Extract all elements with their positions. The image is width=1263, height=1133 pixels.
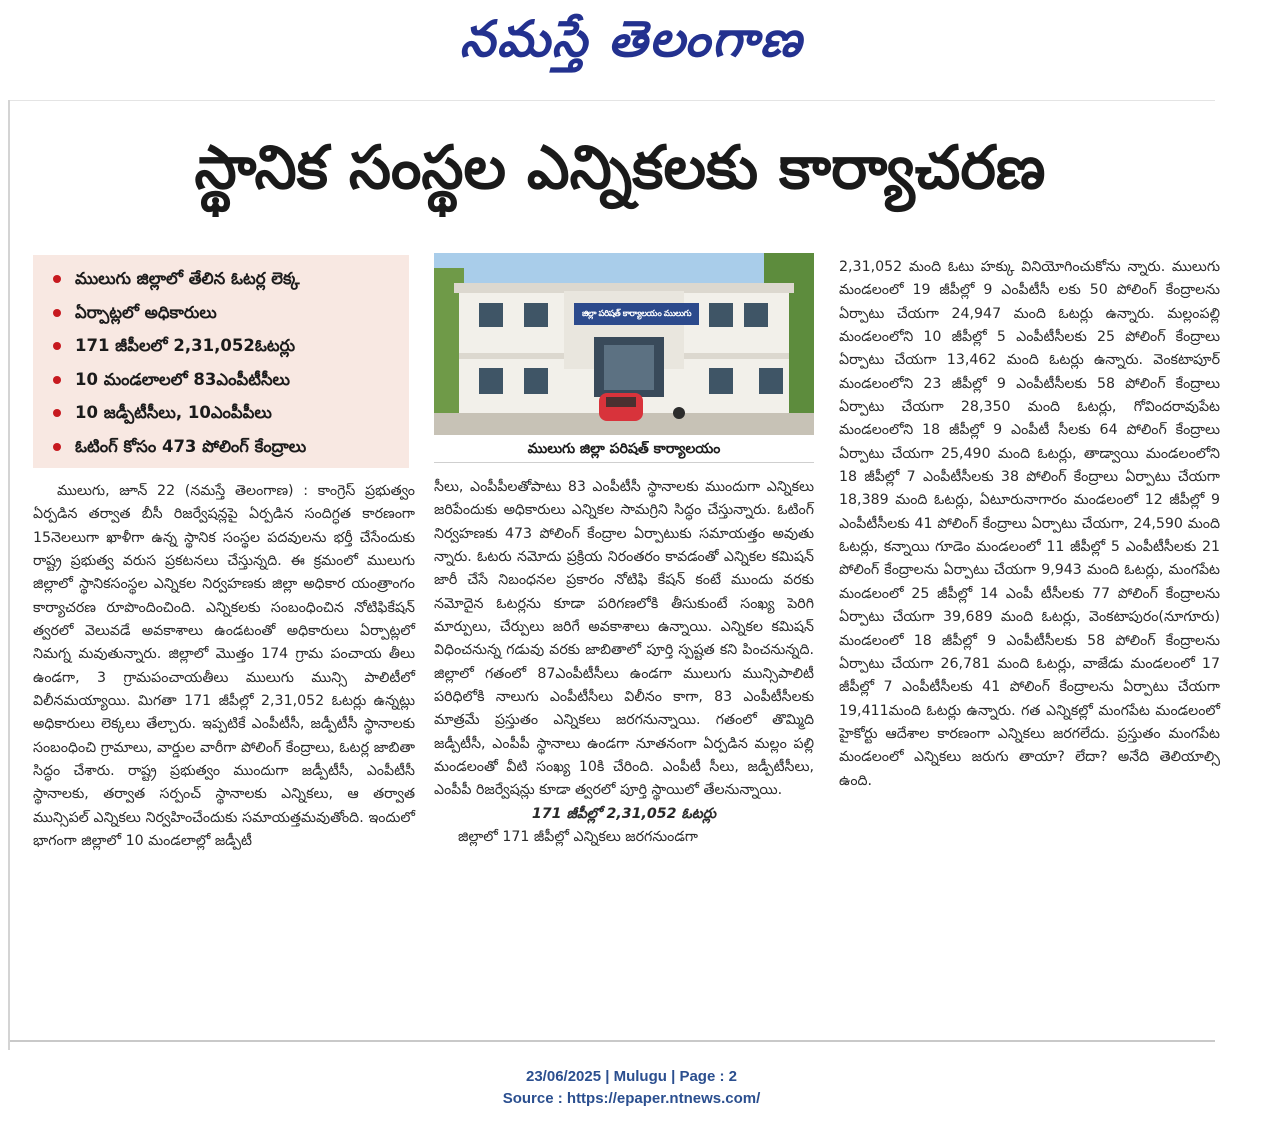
newspaper-masthead: నమస్తే తెలంగాణ (459, 9, 804, 68)
highlight-item: 10 జడ్పీటీసీలు, 10ఎంపీపీలు (47, 396, 409, 430)
page-footer (0, 1066, 1263, 1110)
zilla-parishad-office-photo (434, 253, 814, 435)
highlight-item: ఓటింగ్ కోసం 473 పోలింగ్ కేంద్రాలు (47, 430, 409, 464)
article-subheading: 171 జీపీల్లో 2,31,052 ఓటర్లు (531, 805, 717, 822)
bullet-icon (53, 342, 61, 350)
highlight-item: ములుగు జిల్లాలో తేలిన ఓటర్ల లెక్క (47, 262, 409, 296)
highlights-box (33, 255, 409, 468)
bullet-icon (53, 376, 61, 384)
source-line[interactable]: Source : https://epaper.ntnews.com/ (502, 1090, 761, 1107)
photo-caption: ములుగు జిల్లా పరిషత్ కార్యాలయం (434, 436, 814, 463)
highlight-item: ఏర్పాట్లలో అధికారులు (47, 296, 409, 330)
office-sign-text: జిల్లా పరిషత్ కార్యాలయం ములుగు (581, 309, 692, 319)
article-paragraph: 2,31,052 మంది ఓటు హక్కు వినియోగించుకోను న్నారు. ములుగు మండలంలో 19 జీపీల్లో 9 ఎంపీటీసీ లకు 50 పోలింగ్ కేంద్రాలను ఏర్పాటు చేయగా 24,947 మంది ఓటర్లు ఉన్నారు. మల్లంపల్లి మండలంలోని 10 జీపీల్లో 5 ఎంపీటీసీలకు 25 పోలింగ్ కేంద్రాలు ఏర్పాటు చేయగా 13,462 మంది ఓటర్లు ఉన్నారు. వెంకటాపూర్ మండలంలోని 23 జీపీల్లో 9 ఎంపీటీసీలకు 58 పోలింగ్ కేంద్రాలు ఏర్పాటు చేయగా 28,350 మంది ఓటర్లు, గోవిందరావుపేట మండలంలోని 18 జీపీల్లో 9 ఎంపీటీ సీలకు 64 పోలింగ్ కేంద్రాలు ఏర్పాటు చేయగా 25,490 మంది ఓటర్లు, తాడ్వాయి మండలంలోని 18 జీపీల్లో 7 ఎంపీటీసీలకు 38 పోలింగ్ కేంద్రాలు ఏర్పాటు చేయగా 18,389 మంది ఓటర్లు, ఏటూరునాగారం మండలంలో 12 జీపీల్లో 9 ఎంపీటీసీలకు 41 పోలింగ్ కేంద్రాలు ఏర్పాటు చేయగా, 24,590 మంది ఓటర్లు, కన్నాయి గూడెం మండలంలో 11 జీపీల్లో 5 ఎంపీటీసీలకు 21 పోలింగ్ కేంద్రాలను ఏర్పాటు చేయగా 9,943 మంది ఓటర్లు, మంగపేట మండలంలో 25 జీపీల్లో 14 ఎంపీ టీసీలకు 77 పోలింగ్ కేంద్రాలను ఏర్పాటు చేయగా 39,689 మంది ఓటర్లు, వెంకటాపురం(నూగూరు) మండలంలో 18 జీపీల్లో 9 ఎంపీటీసీలకు 58 పోలింగ్ కేంద్రాలను ఏర్పాటు చేయగా 26,781 మంది ఓటర్లు, వాజేడు మండలంలో 17 జీపీల్లో 7 ఎంపీటీసీలకు 41 పోలింగ్ కేంద్రాలను ఏర్పాటు చేయగా 19,411మంది ఓటర్లు ఉన్నారు. గత ఎన్నికల్లో మంగపేట మండలంలో హైకోర్టు ఆదేశాల కారణంగా ఎన్నికలు జరగలేదు. ప్రస్తుతం మంగపేట మండలంలో ఎన్నికలు జరుగు తాయా? లేదా? అనేది తెలియాల్సి ఉంది. (839, 259, 1220, 789)
article-paragraph: ములుగు, జూన్ 22 (నమస్తే తెలంగాణ) : కాంగ్రెస్ ప్రభుత్వం ఏర్పడిన తర్వాత బీసీ రిజర్వేషన్లపై ఏర్పడిన సందిగ్ధత కారణంగా 15నెలలుగా ఖాళీగా ఉన్న స్థానిక సంస్థల పదవులను భర్తీ చేసేందుకు రాష్ట్ర ప్రభుత్వ వరుస ప్రకటనలు చేస్తున్నది. ఈ క్రమంలో ములుగు జిల్లాలో స్థానికసంస్థల ఎన్నికల నిర్వహణకు జిల్లా అధికార యంత్రాంగం కార్యాచరణ రూపొందించింది. ఎన్నికలకు సంబంధించిన నోటిఫికేషన్ త్వరలో వెలువడే అవకాశాలు ఉండటంతో అధికారులు ఏర్పాట్లలో నిమగ్న మవుతున్నారు. జిల్లాలో మొత్తం 174 గ్రామ పంచాయ తీలు ఉండగా, 3 గ్రామపంచాయతీలు ములుగు మున్సి పాలిటీలో విలీనమయ్యాయి. మిగతా 171 జీపీల్లో 2,31,052 ఓటర్లు ఉన్నట్లు అధికారులు లెక్కలు తేల్చారు. ఇప్పటికే ఎంపీటీసీ, జడ్పీటీసీ స్థానాలకు సంబంధించి గ్రామాలు, వార్డుల వారీగా పోలింగ్ కేంద్రాలు, ఓటర్ల జాబితా సిద్ధం చేశారు. రాష్ట్ర ప్రభుత్వం ముందుగా జడ్పీటీసీ, ఎంపీటీసీ స్థానాలకు, తర్వాత సర్పంచ్ స్థానాలకు ఎన్నికలు, ఆ తర్వాత మున్సిపల్ ఎన్నికలు నిర్వహించేందుకు సమాయత్తమవుతోంది. ఇందులో భాగంగా జిల్లాలో 10 మండలాల్లో జడ్పీటీ (33, 483, 415, 850)
article-column-2 (434, 476, 814, 850)
edition-date-line: 23/06/2025 | Mulugu | Page : 2 (526, 1068, 737, 1085)
bottom-rule (10, 1040, 1215, 1042)
bullet-icon (53, 443, 61, 451)
bullet-icon (53, 275, 61, 283)
highlight-item: 171 జీపీలలో 2,31,052ఓటర్లు (47, 329, 409, 363)
left-rule (8, 100, 10, 1050)
article-paragraph: జిల్లాలో 171 జీపీల్లో ఎన్నికలు జరగనుండగా (458, 829, 698, 846)
article-column-3 (839, 256, 1220, 793)
office-building-image (434, 253, 814, 435)
top-rule (10, 100, 1215, 101)
article-paragraph: సీలు, ఎంపీపీలతోపాటు 83 ఎంపీటీసీ స్థానాలకు ముందుగా ఎన్నికలు జరిపేందుకు అధికారులు ఎన్నికల సామగ్రిని సిద్ధం చేస్తున్నారు. ఓటింగ్ నిర్వహణకు 473 పోలింగ్ కేంద్రాల ఏర్పాటుకు సమాయత్తం అవుతు న్నారు. ఓటరు నమోదు ప్రక్రియ నిరంతరం కావడంతో ఎన్నికల కమిషన్ జారీ చేసే నిబంధనల ప్రకారం నోటిఫి కేషన్ కంటే ముందు వరకు నమోదైన ఓటర్లను కూడా పరిగణలోకి తీసుకుంటే సంఖ్య పెరిగి మార్పులు, చేర్పులు జరిగే అవకాశాలు ఉన్నాయి. ఎన్నికల కమిషన్ విధించనున్న గడువు వరకు జాబితాలో పూర్తి స్పష్టత కని పించనున్నది. జిల్లాలో గతంలో 87ఎంపీటీసీలు ఉండగా ములుగు మున్సిపాలిటీ పరిధిలోకి నాలుగు ఎంపీటీసీలు విలీనం కాగా, 83 ఎంపీటీసీలకు మాత్రమే ప్రస్తుతం ఎన్నికలు జరగనున్నాయి. గతంలో తొమ్మిది జడ్పీటీసీ, ఎంపీపీ స్థానాలు ఉండగా నూతనంగా ఏర్పడిన మల్లం పల్లి మండలంతో వీటి సంఖ్య 10కి చేరింది. ఎంపీటీ సీలు, జడ్పీటీసీలు, ఎంపీపీ రిజర్వేషన్లు కూడా త్వరలో పూర్తి స్థాయిలో తేలనున్నాయి. (434, 479, 814, 799)
bullet-icon (53, 409, 61, 417)
bullet-icon (53, 309, 61, 317)
article-column-1 (33, 480, 415, 854)
article-headline: స్థానిక సంస్థల ఎన్నికలకు కార్యాచరణ (194, 133, 1046, 203)
highlight-item: 10 మండలాలలో 83ఎంపీటీసీలు (47, 363, 409, 397)
highlights-list (47, 262, 409, 463)
